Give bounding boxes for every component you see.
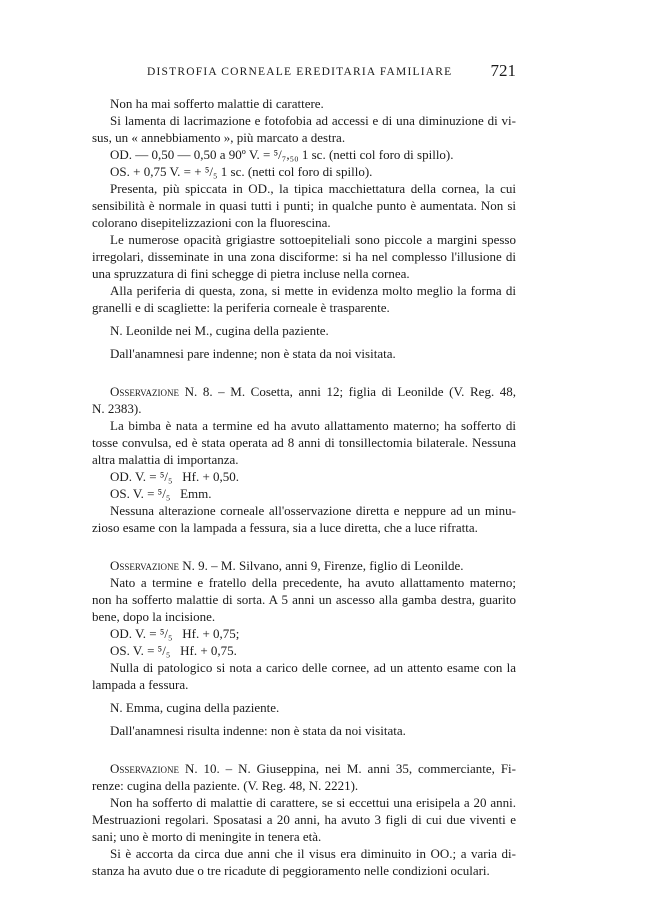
observation-text: M. Silvano, anni 9, Firenze, figlio di Leonilde. (220, 558, 464, 573)
text-line: N. Leonilde nei M., cugina della paziente. (110, 323, 329, 338)
article-body (92, 95, 516, 879)
running-title: DISTROFIA CORNEALE EREDITARIA FAMILIARE (147, 66, 453, 78)
text-line: sus, un « annebbiamento », più marcato a destra. (92, 130, 346, 145)
text-line: OS. + 0,75 V. = + ⁵/₅ 1 sc. (netti col foro di spillo). (110, 164, 373, 179)
observation-heading-8 (92, 383, 516, 400)
text-line: colorano disepitelizzazioni con la fluorescina. (92, 215, 331, 230)
text-line: tosse convulsa, ed è stata operata ad 8 anni di tonsillectomia bilaterale. Nessuna (92, 435, 516, 450)
text-line: altra malattia di importanza. (92, 452, 239, 467)
text-line: Mestruazioni regolari. Sposatasi a 20 anni, ha avuto 3 figli di cui due viventi e (92, 812, 516, 827)
observation-heading-9 (92, 557, 516, 574)
text-line: sani; uno è morto di meningite in tenera età. (92, 829, 322, 844)
text-line: Dall'anamnesi risulta indenne: non è stata da noi visitata. (110, 723, 406, 738)
text-line: OD. V. = ⁵/₅ Hf. + 0,50. (110, 469, 240, 484)
observation-number: N. 9. – (182, 558, 218, 573)
text-line: Si lamenta di lacrimazione e fotofobia ad accessi e di una diminuzione di vi- (110, 113, 516, 128)
text-line: Nato a termine e fratello della precedente, ha avuto allattamento materno; (110, 575, 516, 590)
text-line: sensibilità è normale in quasi tutti i punti; in qualche punto è aumentata. Non si (92, 198, 516, 213)
text-line: lampada a fessura. (92, 677, 189, 692)
text-line: zioso esame con la lampada a fessura, sia a luce diretta, che a luce rifratta. (92, 520, 478, 535)
text-line: renze: cugina della paziente. (V. Reg. 48, N. 2221). (92, 778, 359, 793)
text-line: Alla periferia di questa, zona, si mette in evidenza molto meglio la forma di (110, 283, 516, 298)
text-line: Dall'anamnesi pare indenne; non è stata da noi visitata. (110, 346, 396, 361)
observation-label: Osservazione (110, 384, 180, 399)
text-line: Presenta, più spiccata in OD., la tipica macchiettatura della cornea, la cui (110, 181, 516, 196)
page-number: 721 (490, 61, 516, 80)
text-line: stanza ha avuto due o tre ricadute di peggioramento nelle condizioni oculari. (92, 863, 490, 878)
text-line: irregolari, disseminate in una zona disciforme: si ha nel complesso l'illusione di (92, 249, 516, 264)
text-line: Si è accorta da circa due anni che il visus era diminuito in OO.; a varia di- (110, 846, 516, 861)
text-line: bene, dopo la incisione. (92, 609, 216, 624)
text-line: granelli e di scagliette: la periferia corneale è trasparente. (92, 300, 390, 315)
running-header (92, 60, 516, 84)
text-line: La bimba è nata a termine ed ha avuto allattamento materno; ha sofferto di (110, 418, 516, 433)
text-line: N. 2383). (92, 401, 142, 416)
text-line: OS. V. = ⁵/₅ Emm. (110, 486, 212, 501)
text-line: Non ha sofferto di malattie di carattere, se si eccettui una erisipela a 20 anni. (110, 795, 516, 810)
text-line: non ha sofferto malattie di sorta. A 5 anni un ascesso alla gamba destra, guarito (92, 592, 516, 607)
observation-text: N. Giuseppina, nei M. anni 35, commerciante, Fi- (238, 761, 516, 776)
observation-label: Osservazione (110, 761, 180, 776)
text-line: Nulla di patologico si nota a carico delle cornee, ad un attento esame con la (110, 660, 516, 675)
text-line: N. Emma, cugina della paziente. (110, 700, 280, 715)
text-line: Non ha mai sofferto malattie di carattere. (110, 96, 324, 111)
text-line: OS. V. = ⁵/₅ Hf. + 0,75. (110, 643, 237, 658)
text-line: OD. V. = ⁵/₅ Hf. + 0,75; (110, 626, 240, 641)
observation-number: N. 8. – (184, 384, 225, 399)
text-line: Le numerose opacità grigiastre sottoepiteliali sono piccole a margini spesso (110, 232, 516, 247)
observation-number: N. 10. – (184, 761, 233, 776)
text-line: Nessuna alterazione corneale all'osservazione diretta e neppure ad un minu- (110, 503, 516, 518)
text-line: OD. — 0,50 — 0,50 a 90º V. = ⁵/₇,₅₀ 1 sc. (netti col foro di spillo). (110, 147, 454, 162)
observation-heading-10 (92, 760, 516, 777)
observation-text: M. Cosetta, anni 12; figlia di Leonilde (V. Reg. 48, (230, 384, 516, 399)
observation-label: Osservazione (110, 558, 180, 573)
text-line: una spruzzatura di fini schegge di pietra incluse nella cornea. (92, 266, 410, 281)
